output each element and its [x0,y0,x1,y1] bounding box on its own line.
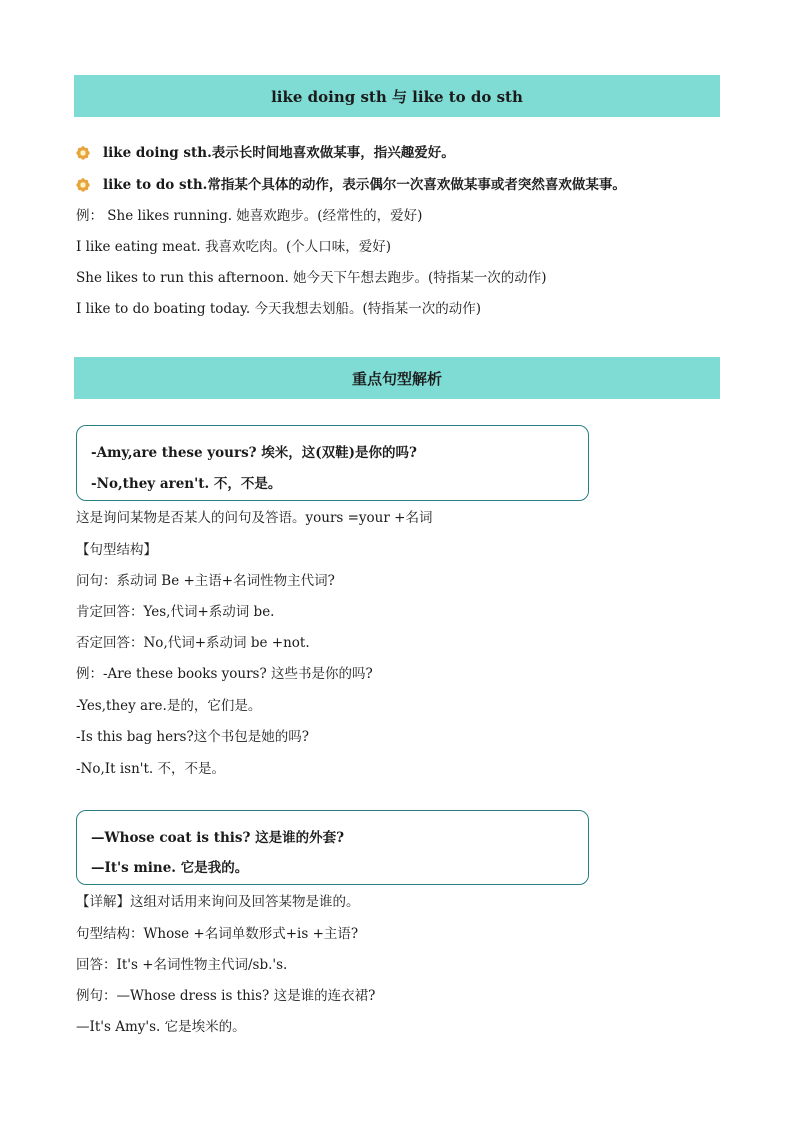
example-line: -No,It isn't. 不，不是。 [76,761,226,777]
explanation-line: 这是询问某物是否某人的问句及答语。yours =your +名词 [76,510,433,526]
dialogue-answer: -No,they aren't. 不，不是。 [91,476,282,492]
dialogue-box [76,425,589,501]
example-line: She likes to run this afternoon. 她今天下午想去跑步。(特指某一次的动作) [76,270,547,286]
dialogue-question: -Amy,are these yours? 埃米，这(双鞋)是你的吗? [91,445,417,461]
dialogue-question: —Whose coat is this? 这是谁的外套? [91,830,345,846]
structure-line: 回答：It's +名词性物主代词/sb.'s. [76,957,288,973]
example-line: 例：-Are these books yours? 这些书是你的吗? [76,666,373,682]
dialogue-answer: —It's mine. 它是我的。 [91,860,249,876]
example-line: I like to do boating today. 今天我想去划船。(特指某一次的动作) [76,301,482,317]
flower-bullet-icon [76,146,90,160]
example-line: 例句：—Whose dress is this? 这是谁的连衣裙? [76,988,376,1004]
example-line: 例： She likes running. 她喜欢跑步。(经常性的，爱好) [76,208,423,224]
flower-bullet-icon [76,178,90,192]
example-line: —It's Amy's. 它是埃米的。 [76,1019,246,1035]
structure-line: 问句：系动词 Be +主语+名词性物主代词? [76,573,335,589]
section-title-like-doing: like doing sth 与 like to do sth [74,75,720,117]
bullet-like-doing: like doing sth.表示长时间地喜欢做某事，指兴趣爱好。 [103,145,455,161]
structure-heading: 【句型结构】 [76,542,157,558]
explanation-line: 【详解】这组对话用来询问及回答某物是谁的。 [76,894,360,910]
example-line: -Is this bag hers?这个书包是她的吗? [76,729,309,745]
example-line: I like eating meat. 我喜欢吃肉。(个人口味，爱好) [76,239,392,255]
structure-line: 否定回答：No,代词+系动词 be +not. [76,635,310,651]
section-title-key-sentences: 重点句型解析 [74,357,720,399]
dialogue-box [76,810,589,885]
structure-line: 肯定回答：Yes,代词+系动词 be. [76,604,275,620]
bullet-like-to-do: like to do sth.常指某个具体的动作，表示偶尔一次喜欢做某事或者突然喜欢做某事。 [103,177,626,193]
structure-line: 句型结构：Whose +名词单数形式+is +主语? [76,926,359,942]
example-line: -Yes,they are.是的，它们是。 [76,698,262,714]
